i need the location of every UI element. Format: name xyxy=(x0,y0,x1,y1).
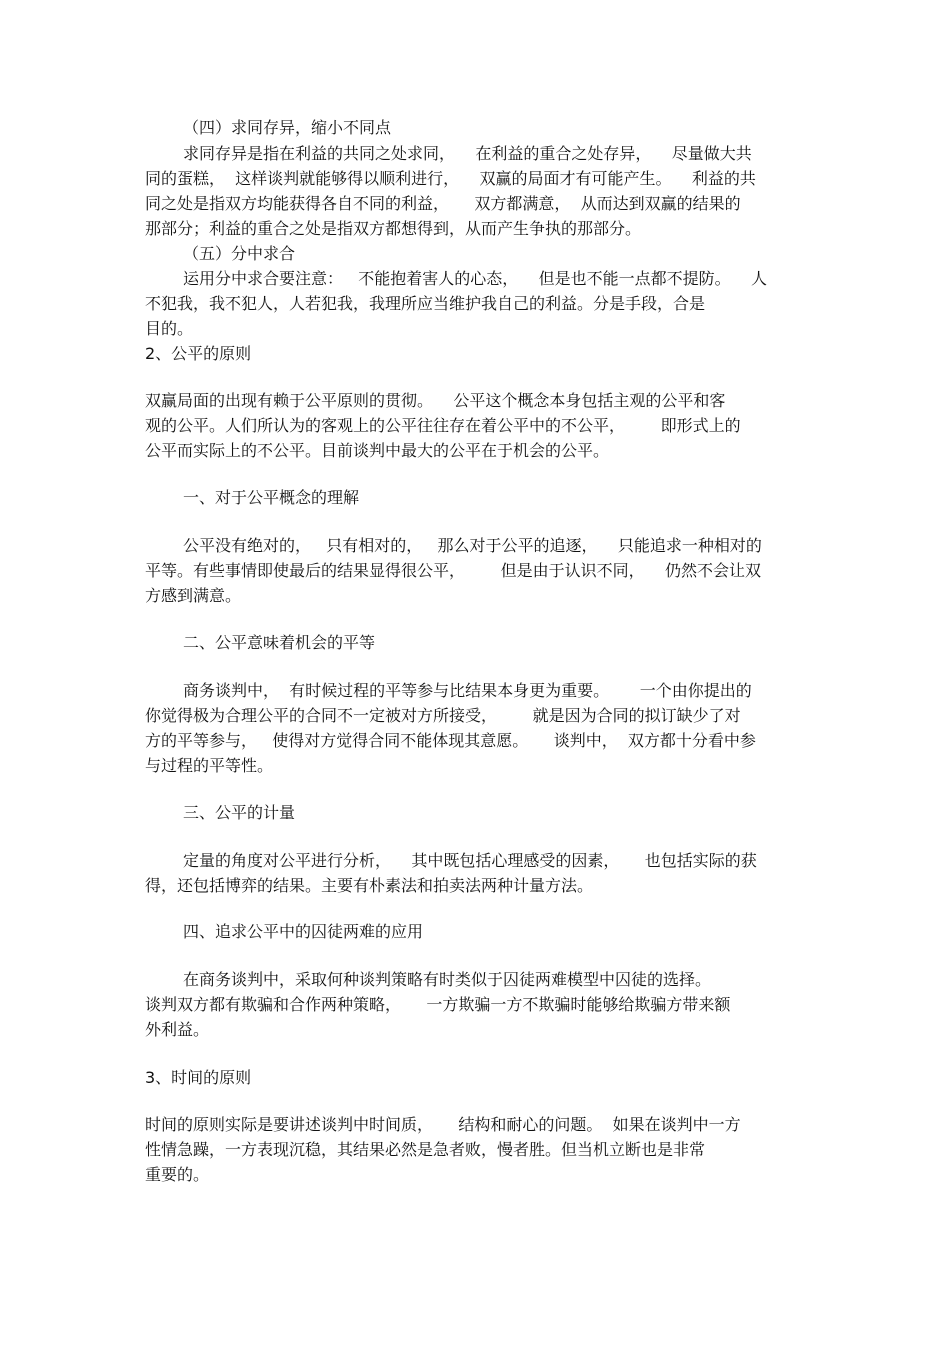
paragraph-line: 谈判双方都有欺骗和合作两种策略， 一方欺骗一方不欺骗时能够给欺骗方带来额 xyxy=(145,995,731,1014)
paragraph-line: 定量的角度对公平进行分析， 其中既包括心理感受的因素， 也包括实际的获 xyxy=(183,851,757,870)
paragraph-line: 观的公平。人们所认为的客观上的公平往往存在着公平中的不公平， 即形式上的 xyxy=(145,416,741,435)
subsection-heading: 四、追求公平中的囚徒两难的应用 xyxy=(183,922,424,941)
paragraph-line: 在商务谈判中，采取何种谈判策略有时类似于囚徒两难模型中囚徒的选择。 xyxy=(183,970,712,989)
paragraph-line: 运用分中求合要注意： 不能抱着害人的心态， 但是也不能一点都不提防。 人 xyxy=(183,269,767,288)
paragraph-line: 不犯我，我不犯人，人若犯我，我理所应当维护我自己的利益。分是手段，合是 xyxy=(145,294,706,313)
paragraph-line: 方的平等参与， 使得对方觉得合同不能体现其意愿。 谈判中， 双方都十分看中参 xyxy=(145,731,756,750)
paragraph-line: 双赢局面的出现有赖于公平原则的贯彻。 公平这个概念本身包括主观的公平和客 xyxy=(145,391,726,410)
section-heading: 3、时间的原则 xyxy=(145,1068,252,1087)
paragraph-line: 商务谈判中， 有时候过程的平等参与比结果本身更为重要。 一个由你提出的 xyxy=(183,681,752,700)
paragraph-line: 那部分；利益的重合之处是指双方都想得到，从而产生争执的那部分。 xyxy=(145,219,642,238)
paragraph-line: 得，还包括博弈的结果。主要有朴素法和拍卖法两种计量方法。 xyxy=(145,876,594,895)
subsection-heading: 一、对于公平概念的理解 xyxy=(183,488,360,507)
paragraph-line: 同的蛋糕， 这样谈判就能够得以顺利进行， 双赢的局面才有可能产生。 利益的共 xyxy=(145,169,756,188)
paragraph-line: 外利益。 xyxy=(145,1020,210,1039)
paragraph-line: 同之处是指双方均能获得各自不同的利益， 双方都满意， 从而达到双赢的结果的 xyxy=(145,194,741,213)
paragraph-line: 性情急躁，一方表现沉稳，其结果必然是急者败，慢者胜。但当机立断也是非常 xyxy=(145,1140,706,1159)
subsection-heading: （四）求同存异，缩小不同点 xyxy=(183,118,392,137)
paragraph-line: 求同存异是指在利益的共同之处求同， 在利益的重合之处存异， 尽量做大共 xyxy=(183,144,752,163)
subsection-heading: （五）分中求合 xyxy=(183,244,296,263)
paragraph-line: 时间的原则实际是要讲述谈判中时间质， 结构和耐心的问题。 如果在谈判中一方 xyxy=(145,1115,741,1134)
paragraph-line: 公平而实际上的不公平。目前谈判中最大的公平在于机会的公平。 xyxy=(145,441,610,460)
paragraph-line: 平等。有些事情即使最后的结果显得很公平， 但是由于认识不同， 仍然不会让双 xyxy=(145,561,761,580)
paragraph-line: 公平没有绝对的， 只有相对的， 那么对于公平的追逐， 只能追求一种相对的 xyxy=(183,536,762,555)
paragraph-line: 方感到满意。 xyxy=(145,586,242,605)
paragraph-line: 目的。 xyxy=(145,319,194,338)
subsection-heading: 三、公平的计量 xyxy=(183,803,296,822)
paragraph-line: 你觉得极为合理公平的合同不一定被对方所接受， 就是因为合同的拟订缺少了对 xyxy=(145,706,741,725)
paragraph-line: 重要的。 xyxy=(145,1165,210,1184)
paragraph-line: 与过程的平等性。 xyxy=(145,756,274,775)
section-heading: 2、公平的原则 xyxy=(145,344,252,363)
subsection-heading: 二、公平意味着机会的平等 xyxy=(183,633,376,652)
